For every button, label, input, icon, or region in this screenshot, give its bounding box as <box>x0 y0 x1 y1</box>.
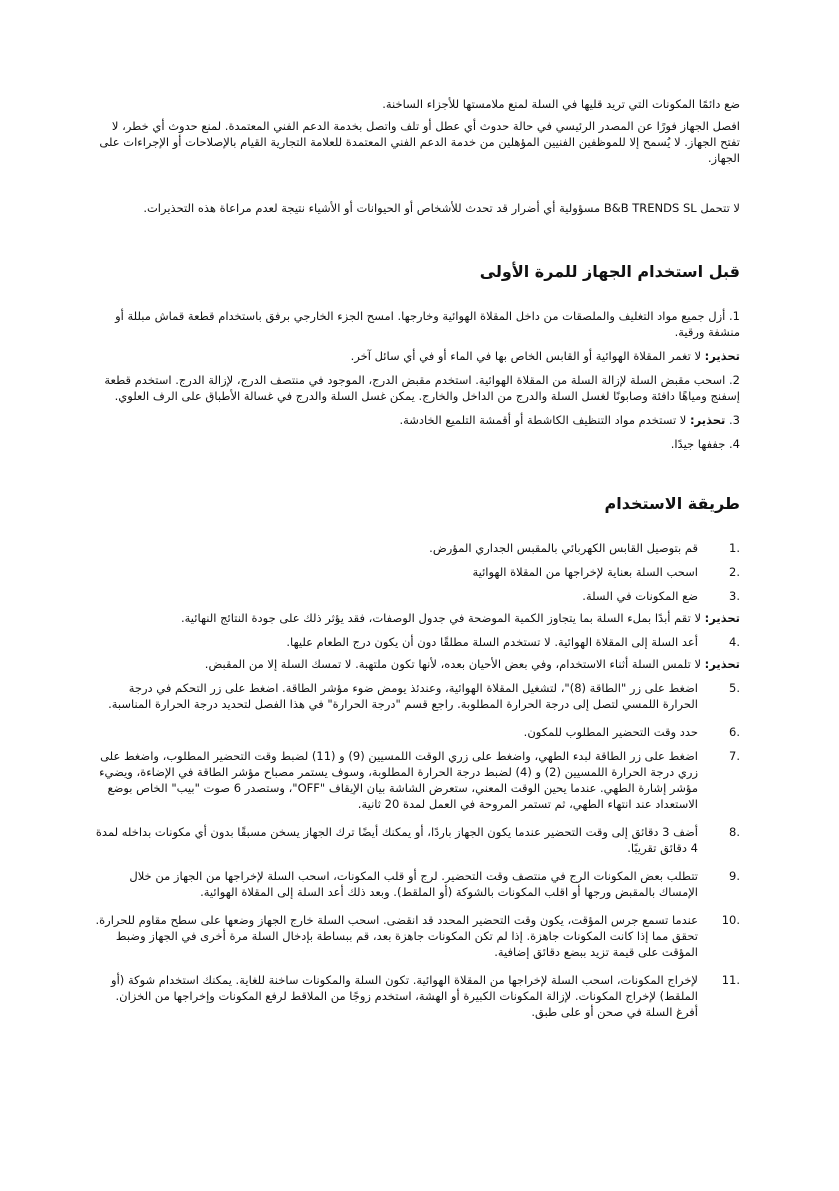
item-3-text: لا تستخدم مواد التنظيف الكاشطة أو أقمشة التلميع الخادشة. <box>399 413 691 427</box>
step-item <box>90 564 740 580</box>
first-use-item-3 <box>90 412 740 428</box>
step-number: 3. <box>729 589 740 603</box>
intro-paragraph-3: لا تتحمل B&B TRENDS SL مسؤولية أي أضرار قد تحدث للأشخاص أو الحيوانات أو الأشياء نتيجة لعدم مراعاة هذه التحذيرات. <box>143 201 740 215</box>
first-use-item-1: 1. أزل جميع مواد التغليف والملصقات من داخل المقلاة الهوائية وخارجها. امسح الجزء الخارجي برفق باستخدام قطعة قماش مبللة أو منشفة ورقية. <box>115 309 740 339</box>
usage-warning-1 <box>90 610 740 626</box>
warning-text: لا تلمس السلة أثناء الاستخدام، وفي بعض الأحيان بعده، لأنها تكون ملتهبة. لا تمسك السلة إلا من المقبض. <box>204 657 705 671</box>
usage-steps <box>90 680 740 1020</box>
step-item <box>90 972 740 1020</box>
step-text: اضغط على زر الطاقة لبدء الطهي، واضغط على زري الوقت اللمسيين (9) و (11) لضبط وقت التحضير المطلوب، واضغط على زري درجة الحرارة اللمسيين (2) و (4) لضبط درجة الحرارة المطلوبة، وسوف يستمر مصباح مؤشر الطاقة في الإضاءة، ويضيء مؤشر إشارة الطهي. عندما يحين الوقت المعني، ستعرض الشاشة بيان الإيقاف "OFF"، وستصدر 6 صوت "بيب" الخاص بوضع الاستعداد عند انتهاء الطهي، ثم تستمر المروحة في العمل لمدة 20 ثانية. <box>99 749 698 811</box>
usage-steps <box>90 634 740 650</box>
step-text: اسحب السلة بعناية لإخراجها من المقلاة الهوائية <box>472 565 698 579</box>
intro-paragraph-2: افصل الجهاز فورًا عن المصدر الرئيسي في حالة حدوث أي عطل أو تلف واتصل بخدمة الدعم الفني المعتمدة. لمنع حدوث أي خطر، لا تفتح الجهاز. لا يُسمح إلا للموظفين الفنيين المؤهلين من خدمة الدعم الفني المعتمدة للعلامة التجارية القيام بالإصلاحات أو الإجراءات على الجهاز. <box>99 119 740 165</box>
step-number: 2. <box>729 565 740 579</box>
step-number: 5. <box>729 681 740 695</box>
usage-warning-2 <box>90 656 740 672</box>
section-title-first-use: قبل استخدام الجهاز للمرة الأولى <box>479 262 740 281</box>
step-number: 11. <box>721 973 740 987</box>
step-item <box>90 824 740 856</box>
warning-text: لا تقم أبدًا بملء السلة بما يتجاوز الكمية الموضحة في جدول الوصفات، فقد يؤثر ذلك على جودة النتائج النهائية. <box>180 611 705 625</box>
step-item <box>90 634 740 650</box>
warning-label: تحذير: <box>704 611 740 625</box>
first-use-warning <box>90 348 740 364</box>
first-use-section <box>90 308 740 452</box>
step-item <box>90 868 740 900</box>
warning-label: تحذير: <box>704 657 740 671</box>
step-number: 6. <box>729 725 740 739</box>
step-item <box>90 680 740 712</box>
step-item <box>90 540 740 556</box>
step-number: 8. <box>729 825 740 839</box>
step-number: 4. <box>729 635 740 649</box>
step-number: 10. <box>721 913 740 927</box>
step-text: اضغط على زر "الطاقة (8)"، لتشغيل المقلاة الهوائية، وعندئذ يومض ضوء مؤشر الطاقة. اضغط على زر التحكم في درجة الحرارة اللمسي لتصل إلى درجة الحرارة المطلوبة. راجع قسم "درجة الحرارة" في هذا الفصل لتحديد درجة الحرارة المناسبة. <box>108 681 698 711</box>
step-item <box>90 588 740 604</box>
warning-label: تحذير: <box>704 349 740 363</box>
step-text: قم بتوصيل القابس الكهربائي بالمقبس الجداري المؤرض. <box>429 541 698 555</box>
step-text: تتطلب بعض المكونات الرج في منتصف وقت التحضير. لرج أو قلب المكونات، اسحب السلة لإخراجها من الجهاز من خلال الإمساك بالمقبض ورجها أو اقلب المكونات بالشوكة (أو الملقط). وبعد ذلك أعد السلة إلى المقلاة الهوائية. <box>129 869 698 899</box>
item-3-number: 3. <box>725 413 740 427</box>
step-text: عندما تسمع جرس المؤقت، يكون وقت التحضير المحدد قد انقضى. اسحب السلة خارج الجهاز وضعها على سطح مقاوم للحرارة. تحقق مما إذا كانت المكونات جاهزة. إذا لم تكن المكونات جاهزة بعد، قم ببساطة بإدخال السلة مرة أخرى في الجهاز وضبط المؤقت على قيمة تزيد ببضع دقائق إضافية. <box>95 913 698 959</box>
intro-paragraph-1: ضع دائمًا المكونات التي تريد قليها في السلة لمنع ملامستها للأجزاء الساخنة. <box>382 97 740 111</box>
step-item <box>90 912 740 960</box>
section-title-usage: طريقة الاستخدام <box>604 494 740 513</box>
first-use-item-4: 4. جففها جيدًا. <box>670 437 740 451</box>
page-content <box>90 96 740 1028</box>
step-text: أضف 3 دقائق إلى وقت التحضير عندما يكون الجهاز باردًا، أو يمكنك أيضًا ترك الجهاز يسخن مسبقًا بدون أي مكونات بداخله لمدة 4 دقائق تقريبًا. <box>95 825 698 855</box>
step-text: ضع المكونات في السلة. <box>582 589 698 603</box>
step-text: حدد وقت التحضير المطلوب للمكون. <box>523 725 698 739</box>
warning-text: لا تغمر المقلاة الهوائية أو القابس الخاص بها في الماء أو في أي سائل آخر. <box>350 349 705 363</box>
step-number: 1. <box>729 541 740 555</box>
usage-steps <box>90 540 740 604</box>
step-item <box>90 748 740 812</box>
step-text: لإخراج المكونات، اسحب السلة لإخراجها من المقلاة الهوائية. تكون السلة والمكونات ساخنة للغاية. يمكنك استخدام شوكة (أو الملقط) لإخراج المكونات. لإزالة المكونات الكبيرة أو الهشة، استخدم زوجًا من الملاقط لرفع المكونات وإخراجها من الخزان. أفرغ السلة في صحن أو على طبق. <box>111 973 698 1019</box>
first-use-item-2: 2. اسحب مقبض السلة لإزالة السلة من المقلاة الهوائية. استخدم مقبض الدرج، الموجود في منتصف الدرج، لإزالة الدرج. استخدم قطعة إسفنج ومياهًا دافئة وصابونًا لغسل السلة والدرج من الداخل والخارج. يمكن غسل السلة والدرج في غسالة الأطباق على الرف العلوي. <box>104 373 740 403</box>
step-text: أعد السلة إلى المقلاة الهوائية. لا تستخدم السلة مطلقًا دون أن يكون درج الطعام عليها. <box>286 635 698 649</box>
warning-label: تحذير: <box>690 413 726 427</box>
step-number: 9. <box>729 869 740 883</box>
step-item <box>90 724 740 740</box>
step-number: 7. <box>729 749 740 763</box>
